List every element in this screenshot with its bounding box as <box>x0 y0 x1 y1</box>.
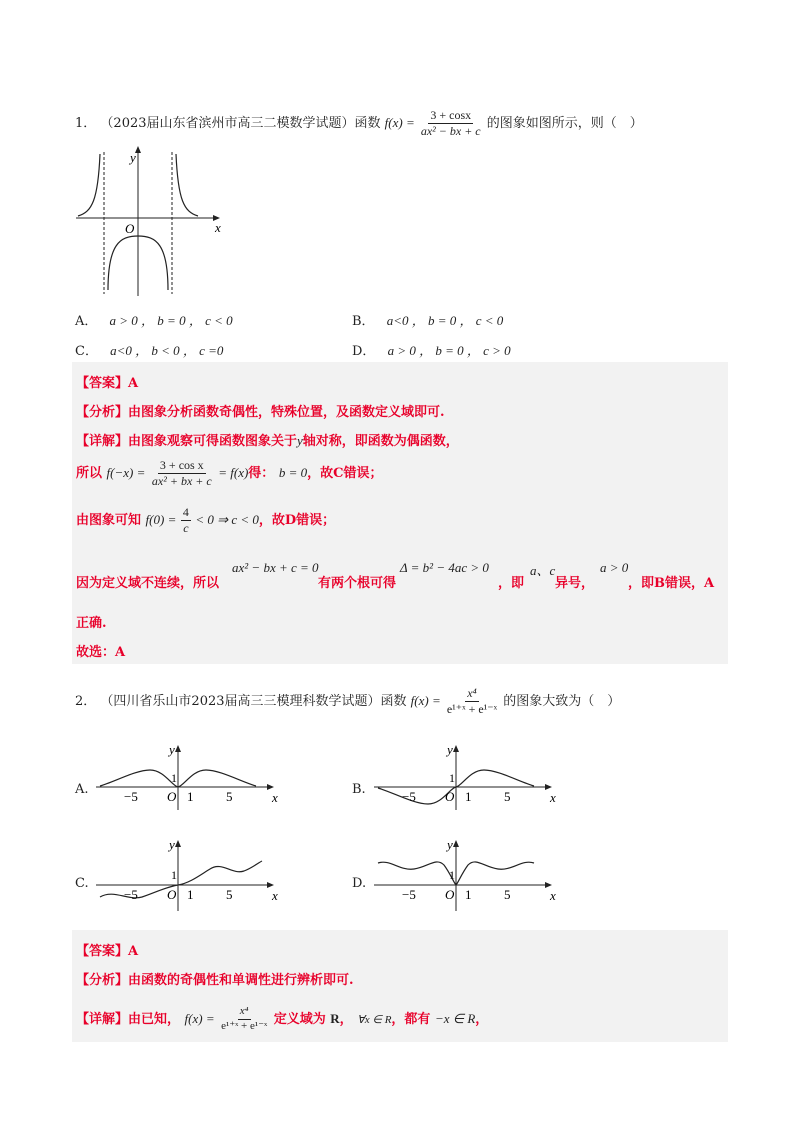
q2-source: （四川省乐山市2023届高三三模理科数学试题）函数 <box>100 694 407 709</box>
q1-l6-ac: a、c <box>530 563 556 578</box>
q2d-neg5: −5 <box>402 887 416 902</box>
q2a-pos5: 5 <box>226 789 233 804</box>
q2-answer: 【答案】A <box>76 944 139 959</box>
q2a-neg5: −5 <box>124 789 138 804</box>
q2c-one: 1 <box>171 868 177 882</box>
q1-l6-eq3-wrap <box>600 560 628 576</box>
q1-l6-eq2-wrap <box>400 560 489 576</box>
q1-curve-left <box>78 154 100 216</box>
q1-x-label: x <box>215 220 221 235</box>
q2-detail-neg: −x ∈ R <box>434 1010 476 1026</box>
q1-y-arrow <box>135 146 141 153</box>
q1-l4-text-c: ，故C错误； <box>307 466 383 481</box>
q1-func-fraction <box>419 108 483 139</box>
q1-tail: 的图象如图所示，则（ ） <box>486 116 643 131</box>
q1-option-a-text: a > 0 ， b = 0 ， c < 0 <box>109 313 233 328</box>
q1-stem <box>75 108 643 139</box>
q2d-pos5: 5 <box>504 887 511 902</box>
q2c-y: y <box>169 837 175 852</box>
q2a-one: 1 <box>171 771 177 785</box>
q2d-x: x <box>550 888 556 903</box>
q2-option-b-label[interactable]: B. <box>352 782 366 797</box>
q2-option-d-label[interactable]: D. <box>352 876 367 891</box>
q2-detail-denominator: e¹⁺ˣ + e¹⁻ˣ <box>221 1019 268 1032</box>
q2a-x: x <box>272 790 278 805</box>
q1-detail-text-a: 【详解】由图象观察可得函数图象关于 <box>76 434 298 449</box>
q2-option-c-label[interactable]: C. <box>75 876 89 891</box>
q1-source: （2023届山东省滨州市高三二模数学试题）函数 <box>100 116 381 131</box>
q2-detail-text-a: 【详解】由已知， <box>76 1011 181 1027</box>
q1-option-b-letter: B． <box>352 314 375 329</box>
q1-l6-eq1-wrap <box>232 560 319 576</box>
q2-func-denominator: e¹⁺ˣ + e¹⁻ˣ <box>446 702 498 716</box>
q2c-x: x <box>272 888 278 903</box>
q1-option-d[interactable] <box>352 340 511 359</box>
q1-l5-rhs: < 0 ⇒ c < 0 <box>195 512 259 527</box>
q2-graph-d[interactable] <box>370 835 560 913</box>
q2a-o: O <box>167 789 177 804</box>
q1-l6-eq1: ax² − bx + c = 0 <box>232 560 319 575</box>
q2-detail-forall: ∀x ∈ R <box>357 1013 392 1026</box>
q2a-y: y <box>169 742 175 757</box>
q1-l5-lhs: f(0) = <box>145 512 177 527</box>
q2d-pos1: 1 <box>465 887 472 902</box>
q2d-y: y <box>447 837 453 852</box>
q2-tail: 的图象大致为（ ） <box>503 694 621 709</box>
q1-detail-text-b: 轴对称，即函数为偶函数， <box>302 434 459 449</box>
q1-l5-text-a: 由图象可知 <box>76 513 142 528</box>
q2c-neg5: −5 <box>124 887 138 902</box>
q2d-one: 1 <box>449 868 455 882</box>
q2b-y: y <box>447 742 453 757</box>
q2c-pos5: 5 <box>226 887 233 902</box>
q1-option-a[interactable] <box>75 310 233 329</box>
q1-l6-text-a: 因为定义域不连续，所以 <box>76 576 220 591</box>
q2-func-numerator: x⁴ <box>467 686 477 700</box>
q1-option-b-text: a<0 ， b = 0 ， c < 0 <box>386 313 504 328</box>
q2-number: 2． <box>75 694 97 709</box>
q1-l5-denominator: c <box>183 521 189 535</box>
q2-detail-line1 <box>76 1005 488 1034</box>
q2b-pos5: 5 <box>504 789 511 804</box>
q1-l5-fraction <box>181 505 191 536</box>
q1-option-d-letter: D． <box>352 344 376 359</box>
q1-l4-rhs: = f(x) <box>218 465 249 480</box>
q1-l4-fraction <box>150 458 214 489</box>
q2-detail-text-c: ，都有 <box>391 1011 431 1027</box>
q2c-pos1: 1 <box>187 887 194 902</box>
q2-graph-c[interactable] <box>92 835 282 913</box>
q2-detail-lhs: f(x) = <box>184 1010 215 1026</box>
q2-detail-comma2: ， <box>475 1011 489 1027</box>
q2b-o: O <box>445 789 455 804</box>
q2c-o: O <box>167 887 177 902</box>
q2-detail-numerator: x⁴ <box>238 1005 251 1020</box>
q1-origin-label: O <box>125 221 135 236</box>
q1-detail-line4 <box>76 572 219 591</box>
q1-detail-line3 <box>76 505 335 536</box>
q1-l4-denominator: ax² + bx + c <box>151 474 212 488</box>
q1-number: 1． <box>75 116 97 131</box>
q2-func-lhs: f(x) = <box>410 693 441 708</box>
q2-detail-R: R <box>330 1010 340 1026</box>
q2-detail-text-b: 定义域为 <box>273 1011 326 1027</box>
q1-option-c-text: a<0 ， b < 0 ， c =0 <box>110 343 224 358</box>
q1-analysis: 【分析】由图象分析函数奇偶性，特殊位置，及函数定义域即可. <box>76 405 445 420</box>
q2-option-a-label[interactable]: A. <box>75 782 89 797</box>
q2-detail-fraction <box>219 1005 269 1034</box>
q1-func-lhs: f(x) = <box>384 115 415 130</box>
q1-option-b[interactable] <box>352 310 503 329</box>
q1-l5-text-b: ，故D错误； <box>258 513 336 528</box>
q1-option-c[interactable] <box>75 340 223 359</box>
q2a-pos1: 1 <box>187 789 194 804</box>
q1-graph <box>70 140 230 300</box>
q1-l4-text-a: 所以 <box>76 466 103 481</box>
q1-detail-line2 <box>76 458 382 489</box>
q1-func-numerator: 3 + cosx <box>430 108 472 122</box>
q2-graph-b[interactable] <box>370 740 560 812</box>
q2b-x: x <box>550 790 556 805</box>
q1-choose: 故选：A <box>76 645 126 660</box>
q1-option-a-letter: A． <box>75 314 98 329</box>
q1-l4-numerator: 3 + cos x <box>159 458 204 472</box>
q2-stem <box>75 686 620 717</box>
q2-detail-comma1: ， <box>339 1011 353 1027</box>
q1-l6-ac-wrap <box>530 560 555 579</box>
q1-detail-y: y <box>297 433 303 448</box>
q1-l6-eq2: Δ = b² − 4ac > 0 <box>400 560 489 575</box>
q2-func-fraction <box>445 686 499 717</box>
q1-y-label: y <box>130 150 136 165</box>
q1-l6-text-c: ，即 <box>498 576 525 591</box>
q1-l6-text-d: 异号， <box>555 576 595 591</box>
q1-func-denominator: ax² − bx + c <box>420 124 481 138</box>
q1-l4-eq: b = 0 <box>278 465 308 480</box>
q1-l4-text-b: 得： <box>248 466 275 481</box>
q1-curve-right <box>176 154 198 216</box>
q1-l6-text-b: 有两个根可得 <box>318 576 397 591</box>
q1-detail-line1 <box>76 430 459 449</box>
q2d-o: O <box>445 887 455 902</box>
q1-l4-lhs: f(−x) = <box>106 465 146 480</box>
q2b-neg5: −5 <box>402 789 416 804</box>
q1-l6-eq3: a > 0 <box>600 560 629 575</box>
q1-option-c-letter: C． <box>75 344 98 359</box>
q2b-pos1: 1 <box>465 789 472 804</box>
q2b-one: 1 <box>449 771 455 785</box>
q2-graph-a[interactable] <box>92 740 282 812</box>
q1-option-d-text: a > 0 ， b = 0 ， c > 0 <box>387 343 511 358</box>
q1-l6-text-e: ，即B错误，A <box>628 576 715 591</box>
q2-analysis: 【分析】由函数的奇偶性和单调性进行辨析即可. <box>76 973 354 988</box>
q1-l7: 正确. <box>76 616 107 631</box>
q1-l5-numerator: 4 <box>182 505 189 519</box>
q1-answer: 【答案】A <box>76 376 139 391</box>
